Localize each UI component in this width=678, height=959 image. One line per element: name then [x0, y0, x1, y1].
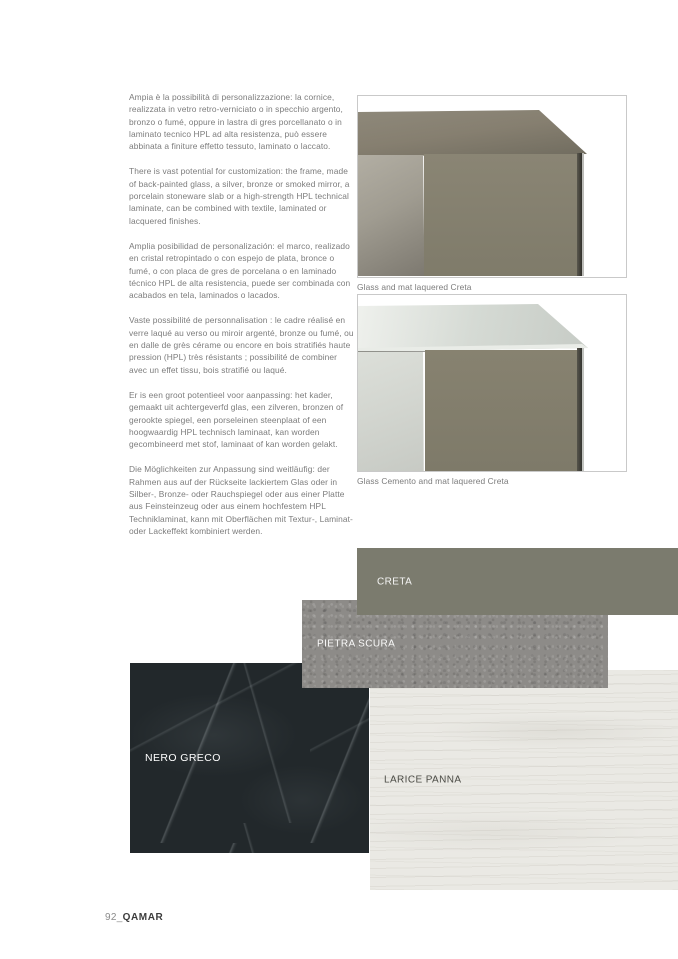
cabinet-glass-door	[358, 155, 424, 276]
figure-glass-cemento-creta	[357, 294, 627, 486]
swatch-label: NERO GRECO	[145, 752, 221, 764]
paragraph-english: There is vast potential for customization: the frame, made of back-painted glass, a silver, bronze or smoked mirror, a porcelain stoneware slab or a high-strength HPL technical laminate, can be combined with textile, laminated or lacquered finishes.	[129, 166, 350, 226]
swatch-label: LARICE PANNA	[384, 774, 462, 786]
paragraph-dutch: Er is een groot potentieel voor aanpassing: het kader, gemaakt uit achtergeverfd glas, een zilveren, bronzen of gerookte spiegel, een porseleinen steenplaat of een hoogwaardig HPL technisch laminaat, kan worden gecombineerd met stof, laminaat of kan worden gelakt.	[129, 389, 344, 450]
swatch-larice-panna	[370, 670, 678, 890]
cabinet-glass-door	[358, 352, 424, 471]
cabinet-side-panel	[424, 154, 577, 276]
cabinet-side-panel	[425, 350, 577, 471]
paragraph-german: Die Möglichkeiten zur Anpassung sind weitläufig: der Rahmen aus auf der Rückseite lackiertem Glas oder in Silber-, Bronze- oder Rauchspiegel oder aus einer Platte aus Feinsteinzeug oder aus einem hochfestem HPL Techniklaminat, kann mit Oberflächen mit Textur-, Laminat- oder Lackeffekt kombiniert werden.	[129, 464, 353, 536]
paragraph-french: Vaste possibilité de personnalisation : le cadre réalisé en verre laqué au verso ou miroir argenté, bronze ou fumé, ou en dalle de grès cérame ou encore en bois stratifiés haute pression (HPL) très résistants ; possibilité de combiner avec un effet tissu, bois stratifié ou laqué.	[129, 315, 354, 375]
cabinet-top-surface	[358, 96, 589, 158]
paragraph-italian: Ampia è la possibilità di personalizzazione: la cornice, realizzata in vetro retro-verniciato o in specchio argento, bronzo o fumé, oppure in lastra di gres porcellanato o in laminato tecnico HPL ad alta resistenza, può essere abbinata a finiture effetto tessuto, laminato o laccato.	[129, 92, 343, 152]
cabinet-edge-highlight	[582, 348, 584, 471]
cabinet-edge-highlight	[582, 153, 584, 276]
figure-caption: Glass and mat laquered Creta	[357, 282, 472, 292]
figure-caption: Glass Cemento and mat laquered Creta	[357, 476, 509, 486]
swatch-creta	[357, 548, 678, 615]
description-text	[129, 91, 354, 550]
product-photo-creta-corner	[357, 95, 627, 278]
figure-glass-creta	[357, 95, 627, 292]
brand-name: QAMAR	[122, 912, 164, 923]
product-photo-cemento-corner	[357, 294, 627, 472]
page-footer	[105, 912, 163, 923]
page-number: 92_	[105, 912, 123, 923]
swatch-nero-greco	[130, 663, 369, 853]
paragraph-spanish: Amplia posibilidad de personalización: el marco, realizado en cristal retropintado o con espejo de plata, bronce o fumé, o con placa de gres de porcelana o en laminado técnico HPL de alta resistencia, puede ser combinada con acabados en tela, laminados o lacados.	[129, 240, 351, 301]
cabinet-top-surface	[358, 295, 590, 353]
swatch-label: PIETRA SCURA	[317, 638, 396, 650]
swatch-label: CRETA	[377, 576, 413, 587]
